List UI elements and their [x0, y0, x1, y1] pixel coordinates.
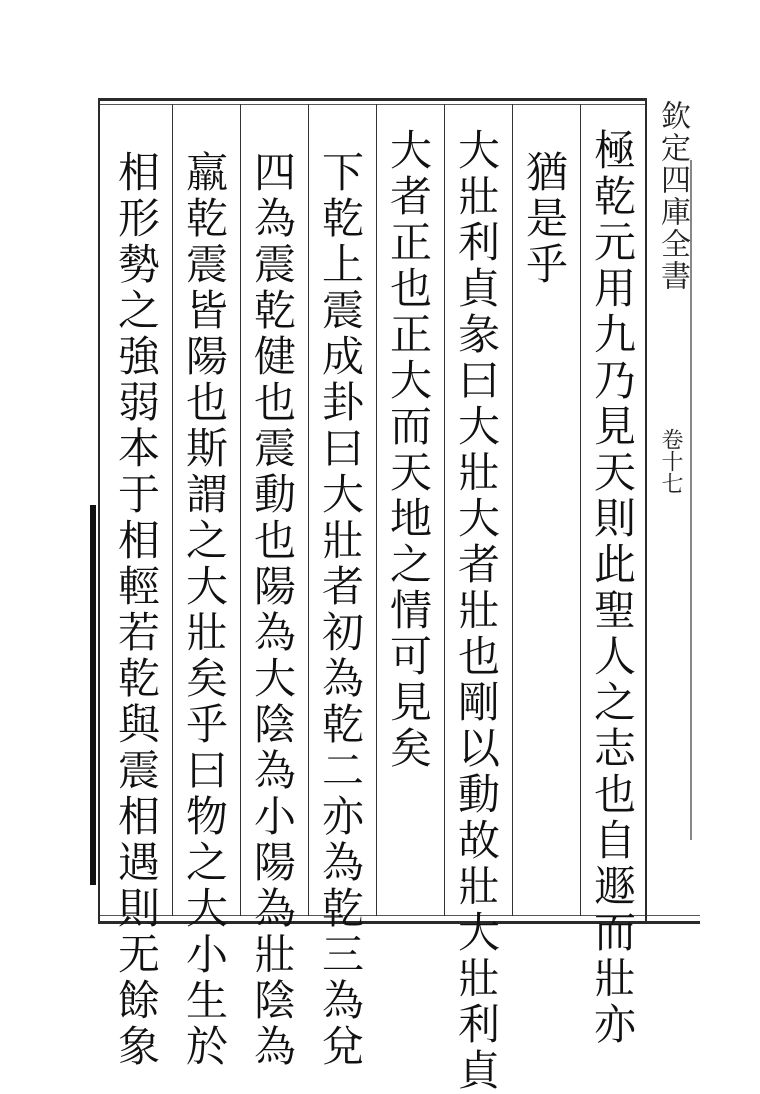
text-column-2: 猶是乎	[520, 150, 569, 288]
margin-volume: 卷十七	[658, 428, 683, 494]
text-column-4: 大者正也正大而天地之情可見矣	[384, 128, 433, 772]
column-divider	[376, 104, 377, 916]
column-divider	[512, 104, 513, 916]
column-divider	[240, 104, 241, 916]
margin-title: 欽定四庫全書	[655, 100, 690, 292]
text-column-1: 極乾元用九乃見天則此聖人之志也自遯而壯亦	[588, 128, 637, 1048]
top-border	[100, 98, 645, 101]
text-column-6: 四為震乾健也震動也陽為大陰為小陽為壯陰為	[248, 150, 297, 1070]
column-divider	[308, 104, 309, 916]
text-column-5: 下乾上震成卦曰大壯者初為乾二亦為乾三為兌	[316, 150, 365, 1070]
text-column-3: 大壯利貞彖曰大壯大者壯也剛以動故壯大壯利貞	[452, 128, 501, 1094]
left-binding-mark	[90, 505, 96, 885]
column-divider	[580, 104, 581, 916]
column-divider	[172, 104, 173, 916]
text-column-8: 相形勢之強弱本于相輕若乾與震相遇則无餘象	[112, 150, 161, 1070]
column-divider	[444, 104, 445, 916]
text-column-7: 羸乾震皆陽也斯謂之大壯矣乎曰物之大小生於	[180, 150, 229, 1070]
right-border	[645, 98, 647, 924]
left-border	[98, 98, 100, 924]
top-border-inner	[100, 104, 645, 105]
